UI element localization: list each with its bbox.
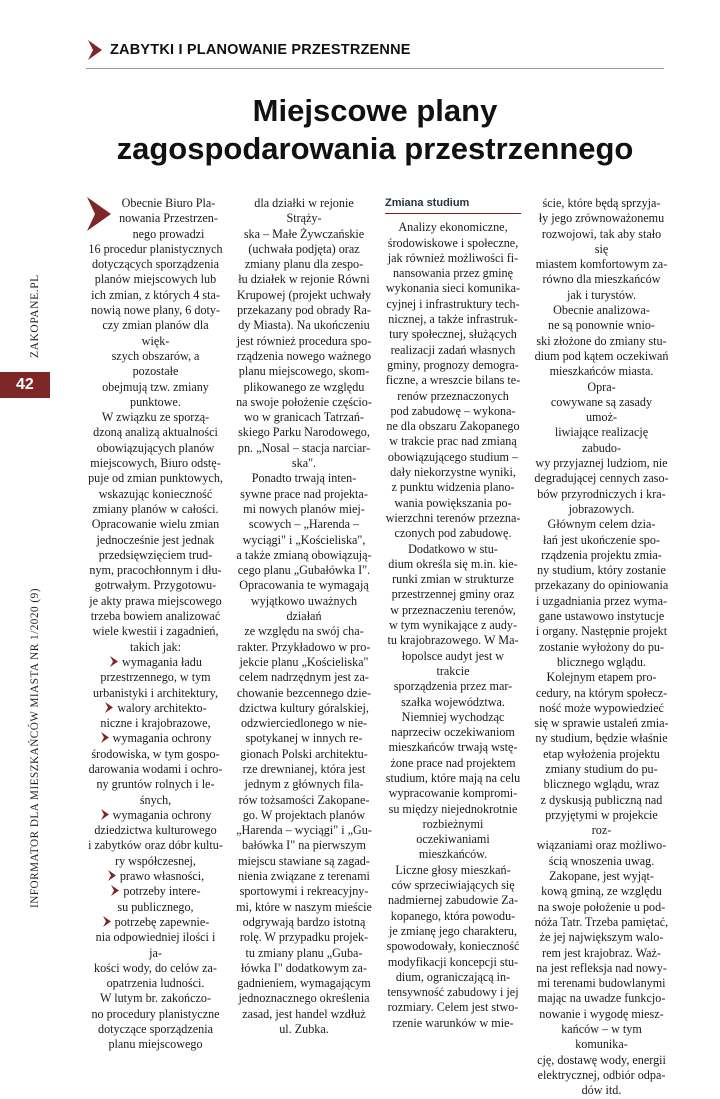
chevron-right-icon [86,39,104,61]
col4-para3: Głównym celem dzia- łań jest ukończenie spo- rządzenia projektu zmia- ny studium, który zostanie przekazany do opiniowania i uzgadniania przez wyma- gane ustawowo instytucje i organy. Następnie projekt zostanie wyłożony do pu- blicznego wglądu. [534,517,669,669]
col1-para3: W lutym br. zakończo- no procedury planistyczne dotyczące sporządzenia planu miejscowego [91,991,220,1052]
bullet-chevron-icon [100,732,110,743]
bullet-chevron-icon [110,885,120,896]
list-item: wymagania ochrony środowiska, w tym gospo- darowania wodami i ochro- ny gruntów rolnych i le- śnych, [88,731,223,807]
col4-para4: Kolejnym etapem pro- cedury, na którym społecz- ność może wypowiedzieć się w sprawie ustaleń zmia- ny studium, będzie właśnie etap wyłożenia projektu zmiany studium do pu- blicznego wglądu, wraz z dyskusją publiczną nad przyjętymi w projekcie roz- wiązaniami oraz możliwo- ścią wnoszenia uwag. [534,670,669,868]
title-line-2: zagospodarowania przestrzennego [116,131,634,166]
sidebar-vertical-text [24,268,44,918]
header-divider [86,68,664,69]
list-item: prawo własności, [88,869,223,884]
col4-para1: ście, które będą sprzyja- ły jego zrównoważonemu rozwojowi, tak aby stało się miastem komfortowym za- równo dla mieszkańców jak i turystów. [535,196,668,302]
column-1 [88,196,223,1053]
col2-para2: Ponadto trwają inten- sywne prace nad projekta- mi nowych planów miej- scowych – „Harenda – wyciągi" i „Kościeliska", a także zmianą obowiązują- cego planu „Gubałówka I". Opracowania te wymagają wyjątkowo uważnych działań ze względu na swój cha- rakter. Przykładowo w pro- jekcie planu „Kościeliska" celem nadrzędnym jest za- chowanie bezcennego dzie- dzictwa kultury góralskiej, odzwierciedlonego w nie- spotykanej w innych re- gionach Polski architektu- rze drewnianej, która jest jednym z głównych fila- rów tożsamości Zakopane- go. W projektach planów „Harenda – wyciągi" i „Gu- bałówka I" na pierwszym miejscu stawiane są zagad- nienia związane z terenami sportowymi i rekreacyjny- mi, które w naszym mieście odgrywają bardzo istotną rolę. W przypadku projek- tu zmiany planu „Guba- łówka I" dodatkowym za- gadnieniem, wymagającym jednoznacznego określenia zasad, jest handel wzdłuż ul. Zubka. [236,471,372,1037]
col2-para1: dla działki w rejonie Strąży- ska – Małe Żywczańskie (uchwała podjęta) oraz zmiany planu dla zespo- łu działek w rejonie Równi Krupowej (projekt uchwały przekazany pod obrady Ra- dy Miasta). Na ukończeniu jest również procedura spo- rządzenia nowego ważnego planu miejscowego, skom- plikowanego ze względu na swoje położenie częścio- wo w granicach Tatrzań- skiego Parku Narodowego, pn. „Nosal – stacja narciar- ska". [236,196,372,471]
title-line-1: Miejscowe plany [252,93,498,128]
col4-para2: Obecnie analizowa- ne są ponownie wnio- ski złożone do zmiany stu- dium pod kątem oczekiwań mieszkańców miasta. Opra- cowywane są zasady umoż- liwiające realizację zabudo- wy przyjaznej ludziom, nie degradującej cennych zaso- bów przyrodniczych i kra- jobrazowych. [534,303,669,516]
list-item: wymagania ładu przestrzennego, w tym urbanistyki i architektury, [93,654,218,700]
section-label: ZABYTKI I PLANOWANIE PRZESTRZENNE [110,42,411,58]
col3-para2: Dodatkowo w stu- dium określa się m.in. kie- runki zmian w strukturze przestrzennej gminy oraz w przeznaczeniu terenów, w tym wynikające z audy- tu krajobrazowego. W Ma- łopolsce audyt jest w trakcie sporządzenia przez mar- szałka województwa. [387,541,519,709]
page-number: 42 [0,372,50,398]
bullet-chevron-icon [102,916,112,927]
bullet-chevron-icon [100,809,110,820]
bullet-chevron-icon [109,656,119,667]
subheading: Zmiana studium [385,196,521,214]
section-header [86,38,411,62]
col3-para1: Analizy ekonomiczne, środowiskowe i społeczne, jak również możliwości fi- nansowania przez gminę wykonania sieci komunika- cyjnej i infrastruktury tech- nicznej, a także infrastruk- tury społecznej, służących realizacji zadań własnych gminy, prognozy demogra- ficzne, a wreszcie bilans te- renów przeznaczonych pod zabudowę – wykona- ne dla obszaru Zakopanego w trakcie prac nad zmianą obowiązującego studium – dały niekorzystne wyniki, z punktu widzenia plano- wania powiększania po- wierzchni terenów przezna- czonych pod zabudowę. [385,220,521,541]
column-4 [534,196,669,1099]
sidebar-site: ZAKOPANE.PL [29,274,41,358]
list-item: potrzeby intere- su publicznego, [88,884,223,915]
col1-para2: W związku ze sporzą- dzoną analizą aktualności obowiązujących planów miejscowych, Biuro odstę- puje od zmian punktowych, wskazując konieczność zmiany planów w całości. Opracowanie wielu zmian jednocześnie jest jednak przedsięwzięciem trud- nym, pracochłonnym i dłu- gotrwałym. Przygotowu- je akty prawa miejscowego trzeba bowiem analizować wiele kwestii i zagadnień, takich jak: [88,410,223,654]
column-2 [236,196,372,1037]
col3-para3: Niemniej wychodząc naprzeciw oczekiwaniom mieszkańców trwają wstę- żone prace nad projektem studium, które mają na celu wypracowanie kompromi- su między niejednokrotnie rozbieżnymi oczekiwaniami mieszkańców. [385,709,521,862]
list-item: potrzebę zapewnie- nia odpowiedniej ilości i ja- kości wody, do celów za- opatrzenia ludności. [94,914,217,991]
col3-para4: Liczne głosy mieszkań- ców sprzeciwiających się nadmiernej zabudowie Za- kopanego, która powodu- je zmianę jego charakteru, spowodowały, konieczność modyfikacji koncepcji stu- dium, ograniczającą in- tensywność zabudowy i jej rozmiary. Celem jest stwo- rzenie warunków w mie- [386,862,520,1030]
list-item: walory architekto- niczne i krajobrazowe, [100,700,211,731]
column-3 [385,196,521,1031]
col1-intro: Obecnie Biuro Pla- nowania Przestrzen- nego prowadzi 16 procedur planistycznych dotyczących sporządzenia planów miejscowych lub ich zmian, z których 4 sta- nowią nowe plany, 6 doty- czy zmian planów dla więk- szych obszarów, a pozostałe obejmują tzw. zmiany punktowe. [88,196,223,409]
list-item: wymagania ochrony dziedzictwa kulturowego i zabytków oraz dóbr kultu- ry współczesnej, [88,807,223,868]
sidebar-publication: INFORMATOR DLA MIESZKAŃCÓW MIASTA NR 1/2020 (9) [29,588,41,908]
bullet-chevron-icon [104,702,114,713]
col4-para5: Zakopane, jest wyjąt- kową gminą, ze względu na swoje położenie u pod- nóża Tatr. Trzeba pamiętać, że jej największym walo- rem jest krajobraz. Waż- na jest refleksja nad nowy- mi terenami budowlanymi mając na uwadze funkcjo- nowanie i wygodę miesz- kańców – w tym komunika- cję, dostawę wody, energii elektrycznej, odbiór odpa- dów itd. [534,869,669,1098]
chevron-right-icon [86,196,112,232]
article-title [86,92,664,168]
bullet-chevron-icon [107,870,117,881]
requirements-list [88,655,223,992]
